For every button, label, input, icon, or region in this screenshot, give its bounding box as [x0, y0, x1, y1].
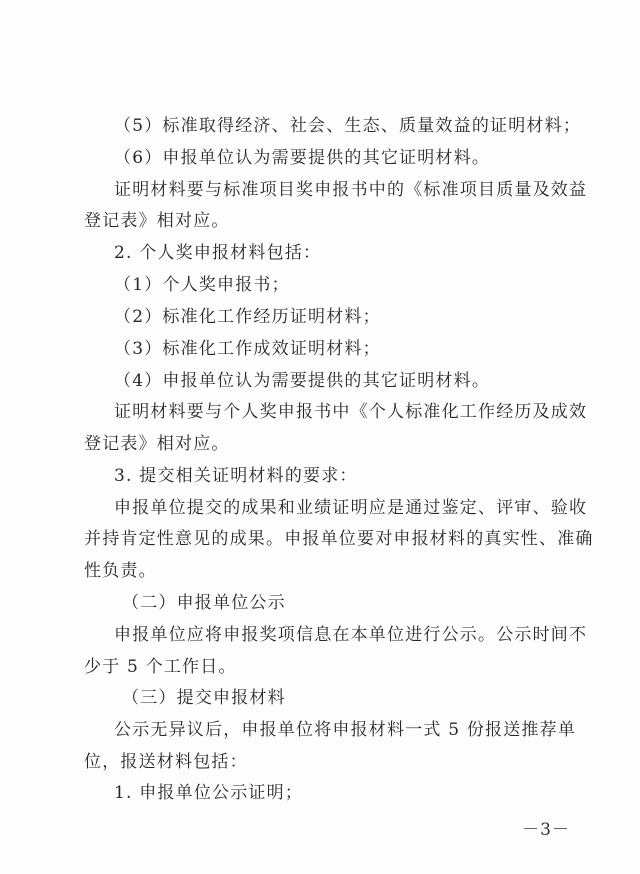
text-line: （4）申报单位认为需要提供的其它证明材料。 [114, 371, 491, 391]
text-line: （1）个人奖申报书； [114, 275, 290, 295]
text-line: （6）申报单位认为需要提供的其它证明材料。 [114, 148, 491, 168]
text-line: 位，报送材料包括： [84, 752, 248, 772]
section-heading: （三）提交申报材料 [122, 688, 286, 708]
text-line: 公示无异议后，申报单位将申报材料一式 5 份报送推荐单 [114, 720, 577, 740]
text-line: 1. 申报单位公示证明； [114, 783, 304, 803]
text-line: 证明材料要与个人奖申报书中《个人标准化工作经历及成效 [114, 402, 588, 422]
text-line: （2）标准化工作经历证明材料； [114, 307, 381, 327]
text-line: 性负责。 [84, 561, 157, 581]
section-heading: （二）申报单位公示 [122, 593, 286, 613]
text-line: 少于 5 个工作日。 [84, 657, 237, 677]
text-line: 证明材料要与标准项目奖申报书中的《标准项目质量及效益 [114, 180, 588, 200]
text-line: 登记表》相对应。 [84, 211, 230, 231]
section-heading: 3. 提交相关证明材料的要求： [114, 466, 358, 486]
text-line: （3）标准化工作成效证明材料； [114, 339, 381, 359]
text-line: 申报单位应将申报奖项信息在本单位进行公示。公示时间不 [114, 625, 588, 645]
text-line: 申报单位提交的成果和业绩证明应是通过鉴定、评审、验收 [114, 498, 588, 518]
page-number: －3－ [522, 820, 570, 840]
text-line: 登记表》相对应。 [84, 434, 230, 454]
text-line: （5）标准取得经济、社会、生态、质量效益的证明材料； [114, 116, 582, 136]
text-line: 并持肯定性意见的成果。申报单位要对申报材料的真实性、准确 [84, 529, 594, 549]
section-heading: 2. 个人奖申报材料包括： [114, 243, 322, 263]
